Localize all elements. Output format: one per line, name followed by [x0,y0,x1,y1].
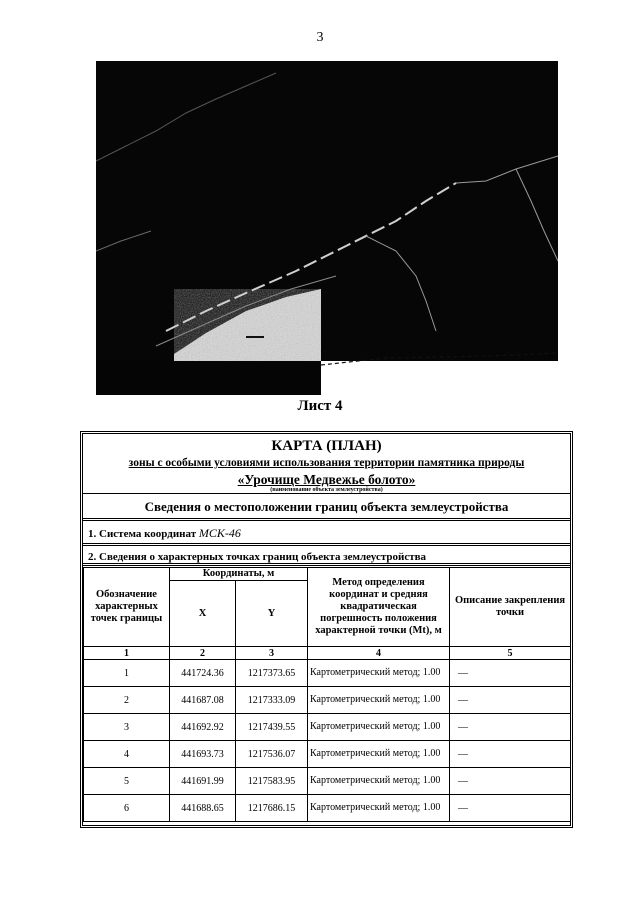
point-id: 4 [84,741,170,768]
section-title: Сведения о местоположении границ объекта землеустройства [83,496,570,521]
coord-x: 441692.92 [170,714,236,741]
points-table [83,567,571,822]
table-row [84,741,571,768]
table-row [84,795,571,822]
map-imagery [96,61,558,395]
description: — [450,795,571,822]
point-id: 5 [84,768,170,795]
header-description: Описание закрепления точки [450,568,571,647]
description: — [450,741,571,768]
column-number: 3 [236,647,308,660]
method: Картометрический метод; 1.00 [308,768,450,795]
table-row [84,768,571,795]
column-number: 4 [308,647,450,660]
table-row [84,660,571,687]
coord-x: 441688.65 [170,795,236,822]
header-x: X [170,581,236,647]
coord-x: 441693.73 [170,741,236,768]
table-row [84,687,571,714]
point-id: 3 [84,714,170,741]
coord-y: 1217686.15 [236,795,308,822]
description: — [450,768,571,795]
coord-system-row [83,522,570,546]
header-method-text: Метод определения координат и средняя квадратическая погрешность положения характерной точки (Mt), м [315,577,442,636]
header-designation: Обозначение характерных точек границы [84,568,170,647]
coord-system-value: МСК-46 [198,526,241,540]
coord-y: 1217333.09 [236,687,308,714]
header-y: Y [236,581,308,647]
description: — [450,687,571,714]
column-number-row [84,647,571,660]
description: — [450,714,571,741]
method: Картометрический метод; 1.00 [308,714,450,741]
card-subtitle: зоны с особыми условиями использования территории памятника природы [128,457,525,469]
method: Картометрический метод; 1.00 [308,795,450,822]
point-id: 2 [84,687,170,714]
object-name: «Урочище Медвежье болото» [237,472,416,487]
column-number: 1 [84,647,170,660]
point-id: 1 [84,660,170,687]
method: Картометрический метод; 1.00 [308,741,450,768]
coord-system-label: 1. Система координат [88,528,197,540]
header-coordinates: Координаты, м [170,568,308,581]
coord-y: 1217373.65 [236,660,308,687]
map-sheet-label: Лист 4 [297,398,343,414]
method: Картометрический метод; 1.00 [308,687,450,714]
column-number: 2 [170,647,236,660]
coord-y: 1217583.95 [236,768,308,795]
aerial-map [96,61,558,395]
coord-y: 1217536.07 [236,741,308,768]
page-number: 3 [316,30,324,45]
map-card [80,431,573,828]
coord-x: 441687.08 [170,687,236,714]
card-title: КАРТА (ПЛАН) [271,438,382,454]
object-name-caption: (наименование объекта землеустройства) [270,487,383,493]
points-section-title: 2. Сведения о характерных точках границ объекта землеустройства [83,548,570,566]
card-title-block [83,434,570,494]
table-row [84,714,571,741]
coord-y: 1217439.55 [236,714,308,741]
coord-x: 441691.99 [170,768,236,795]
column-number: 5 [450,647,571,660]
header-method [308,568,450,647]
description: — [450,660,571,687]
coord-x: 441724.36 [170,660,236,687]
method: Картометрический метод; 1.00 [308,660,450,687]
blank-area [321,361,558,395]
table-header-row [84,568,571,581]
point-id: 6 [84,795,170,822]
